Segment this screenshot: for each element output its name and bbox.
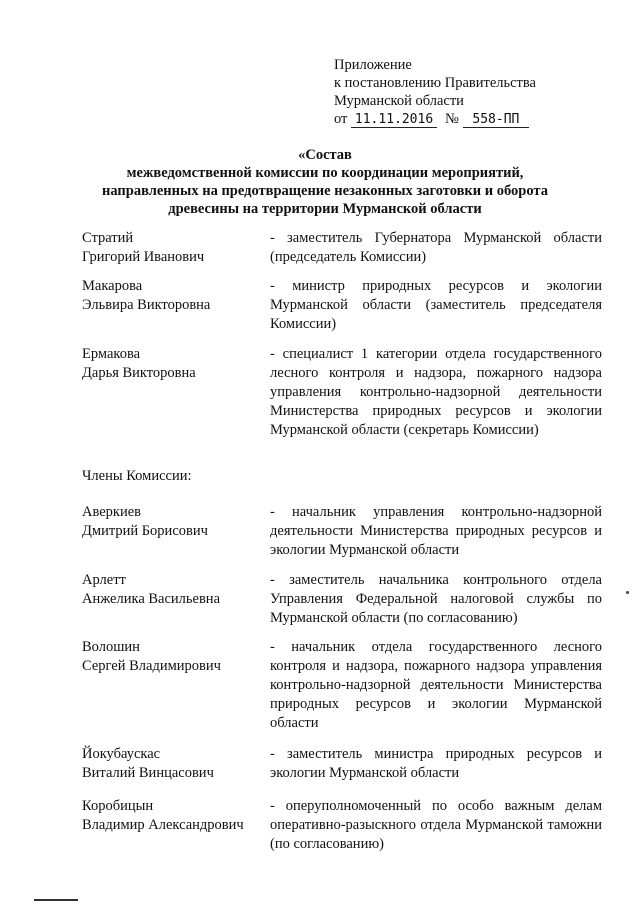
member-name [82,745,262,783]
scan-speck [626,591,629,594]
member-surname: Йокубаускас [82,746,161,762]
member-role: - заместитель начальника контрольного отдела Управления Федеральной налоговой службы по Мурманской области (по согласованию) [270,572,602,626]
member-role: - начальник управления контрольно-надзорной деятельности Министерства природных ресурсов и экологии Мурманской области [270,504,602,558]
member-role: - начальник отдела государственного лесного контроля и надзора, пожарного надзора управления контрольно-надзорной деятельности Министерства природных ресурсов и экологии Мурманской области [270,639,602,731]
member-given-name: Эльвира Викторовна [82,297,211,313]
member-given-name: Сергей Владимирович [82,658,221,674]
member-name [82,797,262,835]
member-surname: Коробицын [82,798,154,814]
member-given-name: Анжелика Васильевна [82,591,221,607]
member-role: - заместитель Губернатора Мурманской области (председатель Комиссии) [270,230,602,265]
member-name [82,277,262,315]
document-title [90,146,560,218]
title-line-4: древесины на территории Мурманской области [168,201,482,217]
member-name [82,571,262,609]
member-name [82,503,262,541]
member-surname: Арлетт [82,572,126,588]
member-given-name: Дарья Викторовна [82,365,196,381]
member-role: - заместитель министра природных ресурсов и экологии Мурманской области [270,746,602,781]
member-surname: Стратий [82,230,134,246]
title-line-2: межведомственной комиссии по координации мероприятий, [126,165,524,181]
appendix-region-line: Мурманской области [334,93,464,109]
appendix-label: Приложение [334,57,412,73]
title-line-1: «Состав [298,147,352,163]
member-surname: Волошин [82,639,140,655]
resolution-number: 558-ПП [463,113,529,128]
member-role: - министр природных ресурсов и экологии Мурманской области (заместитель председателя Комиссии) [270,278,602,332]
from-label: от [334,111,348,127]
member-role: - оперуполномоченный по особо важным делам оперативно-разыскного отдела Мурманской таможни (по согласованию) [270,798,602,852]
member-surname: Ермакова [82,346,141,362]
member-given-name: Владимир Александрович [82,817,244,833]
scan-edge-mark [34,899,78,901]
appendix-date-line [334,110,536,128]
member-given-name: Григорий Иванович [82,249,205,265]
appendix-header [334,56,536,128]
members-section-label: Члены Комиссии: [82,468,192,484]
member-given-name: Виталий Винцасович [82,765,214,781]
member-role: - специалист 1 категории отдела государственного лесного контроля и надзора, пожарного надзора управления контрольно-надзорной деятельности Министерства природных ресурсов и экологии Мурманской области (секретарь Комиссии) [270,346,602,438]
number-sign: № [445,111,459,127]
appendix-resolution-line: к постановлению Правительства [334,75,536,91]
member-surname: Аверкиев [82,504,142,520]
member-surname: Макарова [82,278,143,294]
member-name [82,345,262,383]
member-name [82,229,262,267]
member-given-name: Дмитрий Борисович [82,523,208,539]
title-line-3: направленных на предотвращение незаконных заготовки и оборота [102,183,548,199]
resolution-date: 11.11.2016 [351,113,437,128]
member-name [82,638,262,676]
